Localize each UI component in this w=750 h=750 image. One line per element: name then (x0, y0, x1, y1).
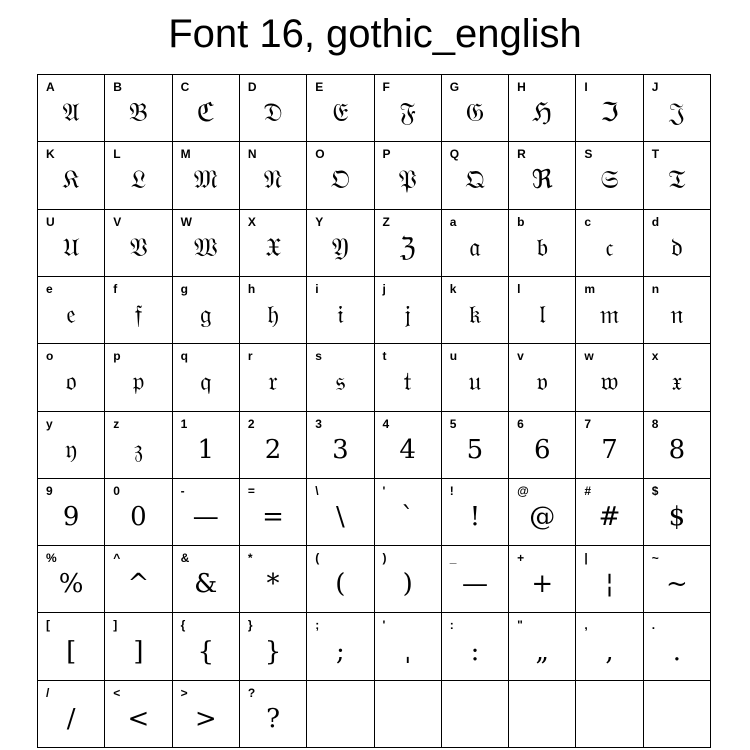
glyph-sample: 𝔵 (671, 367, 683, 398)
glyph-cell (105, 613, 172, 680)
glyph-cell (644, 546, 711, 613)
glyph-cell (240, 479, 307, 546)
glyph-cell (105, 412, 172, 479)
glyph-cell (442, 277, 509, 344)
glyph-cell (38, 546, 105, 613)
glyph-cell (644, 210, 711, 277)
glyph-cell (576, 75, 643, 142)
glyph-sample: & (194, 569, 218, 600)
glyph-sample: 𝔄 (62, 98, 80, 129)
glyph-cell (307, 412, 374, 479)
glyph-key-label: o (46, 349, 54, 364)
glyph-key-label: E (315, 80, 324, 94)
glyph-key-label: L (113, 147, 121, 162)
glyph-cell (105, 277, 172, 344)
glyph-key-label: > (180, 685, 188, 700)
glyph-cell (442, 210, 509, 277)
glyph-cell (240, 546, 307, 613)
glyph-sample: 𝔷 (133, 434, 144, 465)
page-title: Font 16, gothic_english (168, 12, 582, 56)
glyph-key-label: l (517, 281, 521, 296)
glyph-key-label: : (449, 618, 454, 633)
glyph-key-label: i (315, 281, 319, 296)
glyph-key-label: / (46, 685, 50, 700)
glyph-sample: : (470, 636, 480, 667)
glyph-cell (509, 479, 576, 546)
glyph-sample: ^ (127, 569, 150, 600)
glyph-cell (576, 681, 643, 748)
glyph-sample: 𝔤 (199, 300, 212, 331)
glyph-key-label: 8 (651, 416, 659, 431)
glyph-sample: * (266, 569, 280, 600)
glyph-sample: 1 (197, 434, 215, 465)
glyph-sample: \ (335, 501, 345, 532)
glyph-key-label: < (113, 685, 121, 700)
glyph-key-label: W (180, 214, 192, 229)
glyph-cell (509, 546, 576, 613)
glyph-sample: 𝔰 (335, 367, 346, 398)
glyph-cell (173, 277, 240, 344)
glyph-key-label: 4 (382, 416, 390, 431)
glyph-key-label: I (584, 80, 588, 94)
glyph-cell (307, 613, 374, 680)
glyph-sample: 𝔭 (132, 367, 145, 398)
glyph-cell (105, 75, 172, 142)
glyph-sample: 𝔯 (268, 367, 278, 398)
glyph-sample: 𝔚 (193, 232, 218, 263)
glyph-key-label: f (113, 281, 118, 296)
glyph-key-label: d (651, 214, 660, 229)
glyph-cell (307, 142, 374, 209)
glyph-sample: 6 (533, 434, 551, 465)
glyph-sample: 𝔪 (599, 300, 620, 331)
glyph-cell (509, 681, 576, 748)
glyph-sample: ~ (665, 569, 688, 600)
glyph-cell (442, 681, 509, 748)
glyph-sample: 2 (264, 434, 282, 465)
glyph-cell (442, 546, 509, 613)
glyph-cell (173, 75, 240, 142)
glyph-key-label: v (517, 349, 524, 364)
glyph-sample: 𝔐 (193, 165, 218, 196)
glyph-key-label: B (113, 80, 122, 94)
glyph-sample: ˌ (404, 636, 412, 667)
glyph-key-label: ] (113, 618, 118, 633)
glyph-key-label: + (517, 551, 525, 566)
glyph-sample: 𝔘 (62, 232, 80, 263)
glyph-cell (442, 412, 509, 479)
glyph-sample: + (531, 569, 554, 600)
glyph-sample: ℑ (600, 98, 619, 129)
glyph-sample: 𝔉 (399, 98, 416, 129)
glyph-sample: — (461, 569, 488, 600)
glyph-sample: 𝔈 (332, 98, 349, 129)
glyph-sample: ℌ (532, 98, 553, 129)
glyph-cell (509, 142, 576, 209)
glyph-sample: > (194, 703, 217, 734)
glyph-key-label: k (449, 281, 457, 296)
glyph-key-label: q (180, 349, 188, 364)
glyph-cell (38, 613, 105, 680)
glyph-key-label: $ (651, 483, 659, 498)
glyph-key-label: ? (247, 685, 256, 700)
glyph-sample: 𝔅 (129, 98, 148, 129)
glyph-cell (576, 412, 643, 479)
glyph-cell (307, 546, 374, 613)
glyph-cell (38, 479, 105, 546)
glyph-key-label: h (247, 281, 256, 296)
glyph-grid (37, 74, 711, 748)
glyph-cell (576, 277, 643, 344)
glyph-key-label: 0 (113, 483, 120, 498)
glyph-cell (240, 210, 307, 277)
glyph-key-label: S (584, 147, 593, 162)
glyph-sample: 0 (130, 501, 147, 532)
glyph-key-label: & (180, 551, 190, 566)
glyph-sample (509, 695, 575, 743)
glyph-key-label: ' (382, 618, 386, 633)
glyph-key-label: D (247, 80, 257, 94)
glyph-key-label: 9 (46, 483, 53, 498)
glyph-sample: / (66, 703, 76, 734)
glyph-key-label: ~ (651, 551, 659, 566)
glyph-sample: 9 (62, 501, 80, 532)
glyph-cell (240, 681, 307, 748)
glyph-key-label: J (651, 80, 659, 94)
glyph-key-label: * (247, 551, 253, 566)
glyph-sample: 𝔑 (263, 165, 283, 196)
glyph-key-label: N (247, 147, 257, 162)
glyph-sample: 𝔨 (468, 300, 482, 331)
glyph-key-label: } (247, 618, 253, 633)
glyph-key-label: " (517, 618, 523, 633)
glyph-sample: < (127, 703, 150, 734)
glyph-cell (644, 613, 711, 680)
glyph-sample: 𝔓 (398, 165, 417, 196)
glyph-key-label: a (449, 214, 457, 229)
glyph-cell (105, 210, 172, 277)
glyph-cell (38, 75, 105, 142)
glyph-cell (375, 546, 442, 613)
glyph-sample: 𝔛 (265, 232, 282, 263)
glyph-cell (240, 142, 307, 209)
glyph-sample: 𝔱 (403, 367, 412, 398)
glyph-cell (375, 479, 442, 546)
glyph-cell (38, 412, 105, 479)
glyph-cell (576, 210, 643, 277)
glyph-cell (509, 75, 576, 142)
glyph-cell (173, 613, 240, 680)
glyph-cell (307, 75, 374, 142)
glyph-sample: 𝔴 (600, 367, 619, 398)
glyph-cell (644, 277, 711, 344)
glyph-key-label: r (247, 349, 253, 364)
glyph-cell (38, 210, 105, 277)
glyph-cell (442, 75, 509, 142)
glyph-key-label: F (382, 80, 390, 94)
glyph-sample: 𝔣 (134, 300, 143, 331)
glyph-key-label: e (46, 281, 53, 296)
glyph-sample: 𝔢 (66, 300, 77, 331)
glyph-cell (307, 277, 374, 344)
glyph-cell (375, 412, 442, 479)
glyph-cell (173, 142, 240, 209)
glyph-key-label: 6 (517, 416, 524, 431)
glyph-sample: % (58, 569, 84, 600)
glyph-cell (375, 142, 442, 209)
glyph-key-label: t (382, 349, 387, 364)
glyph-sample: 𝔊 (465, 98, 485, 129)
glyph-sample: ( (335, 569, 346, 600)
glyph-sample (307, 695, 373, 743)
glyph-cell (509, 412, 576, 479)
glyph-key-label: ( (315, 551, 320, 566)
glyph-key-label: ; (315, 618, 320, 633)
glyph-key-label: A (46, 80, 55, 94)
glyph-sample: 𝔜 (331, 232, 349, 263)
glyph-key-label: 7 (584, 416, 592, 431)
glyph-key-label: H (517, 80, 526, 94)
glyph-cell (105, 546, 172, 613)
glyph-key-label: P (382, 147, 391, 162)
glyph-key-label: m (584, 281, 596, 296)
glyph-cell (240, 344, 307, 411)
glyph-cell (307, 479, 374, 546)
glyph-sample (644, 695, 710, 743)
glyph-cell (375, 681, 442, 748)
glyph-key-label: \ (315, 483, 319, 498)
glyph-key-label: Z (382, 214, 390, 229)
glyph-cell (105, 681, 172, 748)
glyph-sample: ) (402, 569, 413, 600)
glyph-key-label: w (584, 349, 594, 364)
glyph-key-label: K (46, 147, 55, 162)
glyph-key-label: , (584, 618, 588, 633)
glyph-sample: 𝔖 (600, 165, 619, 196)
glyph-sample: { (197, 636, 215, 667)
glyph-key-label: = (247, 483, 255, 498)
glyph-cell (240, 613, 307, 680)
glyph-cell (38, 277, 105, 344)
glyph-key-label: @ (517, 483, 529, 498)
glyph-sample: 𝔇 (263, 98, 283, 129)
glyph-sample: 4 (399, 434, 416, 465)
glyph-sample: ` (401, 501, 415, 532)
glyph-sample: 𝔟 (536, 232, 549, 263)
glyph-sample: 𝔥 (267, 300, 279, 331)
glyph-key-label: c (584, 214, 592, 229)
glyph-key-label: R (517, 147, 526, 162)
glyph-key-label: # (584, 483, 592, 498)
glyph-sample: 𝔶 (65, 434, 78, 465)
glyph-key-label: 2 (247, 416, 255, 431)
glyph-key-label: % (46, 551, 57, 566)
glyph-sample (375, 695, 441, 743)
glyph-key-label: U (46, 214, 55, 229)
glyph-cell (105, 142, 172, 209)
glyph-cell (509, 613, 576, 680)
glyph-sample: 𝔙 (129, 232, 148, 263)
glyph-sample: 𝔞 (469, 232, 481, 263)
glyph-sample: 𝔠 (605, 232, 614, 263)
glyph-cell (576, 479, 643, 546)
glyph-sample: 𝔮 (200, 367, 212, 398)
glyph-sample: 8 (668, 434, 686, 465)
glyph-cell (375, 210, 442, 277)
glyph-cell (105, 344, 172, 411)
glyph-cell (38, 681, 105, 748)
glyph-cell (375, 277, 442, 344)
glyph-key-label: g (180, 281, 188, 296)
glyph-key-label: n (651, 281, 660, 296)
glyph-cell (576, 142, 643, 209)
glyph-key-label: X (247, 214, 256, 229)
glyph-cell (173, 210, 240, 277)
glyph-sample: ¦ (605, 569, 614, 600)
glyph-key-label: b (517, 214, 525, 229)
glyph-sample: $ (668, 501, 686, 532)
glyph-key-label: _ (449, 551, 457, 566)
glyph-sample: 7 (601, 434, 618, 465)
glyph-cell (644, 412, 711, 479)
glyph-cell (644, 344, 711, 411)
glyph-sample: 𝔒 (330, 165, 350, 196)
glyph-sample: — (192, 501, 219, 532)
glyph-cell (509, 344, 576, 411)
glyph-key-label: O (315, 147, 325, 162)
glyph-sample: # (598, 501, 621, 532)
glyph-key-label: ) (382, 551, 387, 566)
glyph-cell (644, 75, 711, 142)
glyph-cell (240, 75, 307, 142)
glyph-sample: } (264, 636, 282, 667)
glyph-cell (644, 681, 711, 748)
glyph-sample: = (262, 501, 284, 532)
glyph-cell (442, 613, 509, 680)
glyph-cell (509, 277, 576, 344)
glyph-key-label: u (449, 349, 458, 364)
glyph-sample: ? (266, 703, 281, 734)
glyph-cell (240, 412, 307, 479)
glyph-sample: ! (469, 501, 481, 532)
glyph-cell (173, 344, 240, 411)
glyph-key-label: T (651, 147, 660, 162)
glyph-sample: 𝔗 (668, 165, 686, 196)
glyph-cell (576, 613, 643, 680)
glyph-cell (644, 142, 711, 209)
glyph-sample: 𝔩 (538, 300, 546, 331)
glyph-cell (442, 344, 509, 411)
glyph-sample: 𝔲 (468, 367, 482, 398)
glyph-sample: 𝔎 (62, 165, 80, 196)
glyph-key-label: - (180, 483, 185, 498)
glyph-cell (173, 681, 240, 748)
glyph-cell (105, 479, 172, 546)
glyph-key-label: ! (449, 483, 454, 498)
glyph-cell (173, 412, 240, 479)
glyph-sample: ℨ (399, 232, 416, 263)
glyph-sample: 𝔏 (130, 165, 147, 196)
glyph-sample: 𝔔 (465, 165, 485, 196)
glyph-sample: 𝔳 (536, 367, 548, 398)
glyph-key-label: | (584, 551, 588, 566)
glyph-cell (576, 546, 643, 613)
glyph-sample: @ (529, 501, 556, 532)
glyph-sample (442, 695, 508, 743)
glyph-cell (375, 613, 442, 680)
glyph-cell (644, 479, 711, 546)
glyph-sample: 𝔦 (337, 300, 344, 331)
glyph-sample: ; (335, 636, 345, 667)
glyph-sample: [ (66, 636, 77, 667)
glyph-key-label: x (651, 349, 659, 364)
glyph-key-label: C (180, 80, 190, 94)
glyph-key-label: z (113, 416, 120, 431)
glyph-key-label: 3 (315, 416, 322, 431)
glyph-key-label: M (180, 147, 191, 162)
glyph-key-label: V (113, 214, 122, 229)
glyph-sample: , (605, 636, 614, 667)
glyph-cell (307, 210, 374, 277)
glyph-sample: ] (133, 636, 144, 667)
glyph-key-label: 1 (180, 416, 188, 431)
glyph-cell (240, 277, 307, 344)
glyph-sample: ℭ (196, 98, 215, 129)
glyph-sample: 𝔡 (670, 232, 683, 263)
glyph-cell (442, 479, 509, 546)
glyph-sample: 𝔫 (670, 300, 684, 331)
glyph-cell (509, 210, 576, 277)
glyph-cell (307, 344, 374, 411)
glyph-key-label: [ (46, 618, 50, 633)
glyph-cell (307, 681, 374, 748)
glyph-sample: 5 (466, 434, 484, 465)
glyph-sample: 𝔍 (668, 98, 685, 129)
glyph-key-label: j (382, 281, 386, 296)
glyph-sample: „ (535, 636, 549, 667)
glyph-key-label: ' (382, 483, 386, 498)
glyph-cell (173, 479, 240, 546)
glyph-cell (38, 142, 105, 209)
glyph-cell (576, 344, 643, 411)
glyph-key-label: Q (449, 147, 460, 162)
glyph-key-label: Y (315, 214, 324, 229)
glyph-sample: 𝔧 (404, 300, 411, 331)
glyph-cell (173, 546, 240, 613)
glyph-key-label: s (315, 349, 322, 364)
glyph-key-label: . (651, 618, 656, 633)
glyph-sample: ℜ (531, 165, 553, 196)
glyph-cell (442, 142, 509, 209)
glyph-key-label: { (180, 618, 186, 633)
glyph-cell (375, 344, 442, 411)
glyph-key-label: p (113, 349, 121, 364)
glyph-cell (38, 344, 105, 411)
glyph-sample: . (672, 636, 681, 667)
glyph-sample: 𝔬 (65, 367, 77, 398)
glyph-key-label: y (46, 416, 53, 431)
glyph-key-label: G (449, 80, 460, 94)
glyph-sample (576, 695, 642, 743)
glyph-sample: 3 (332, 434, 349, 465)
glyph-key-label: ^ (113, 551, 121, 566)
glyph-cell (375, 75, 442, 142)
glyph-key-label: 5 (449, 416, 457, 431)
